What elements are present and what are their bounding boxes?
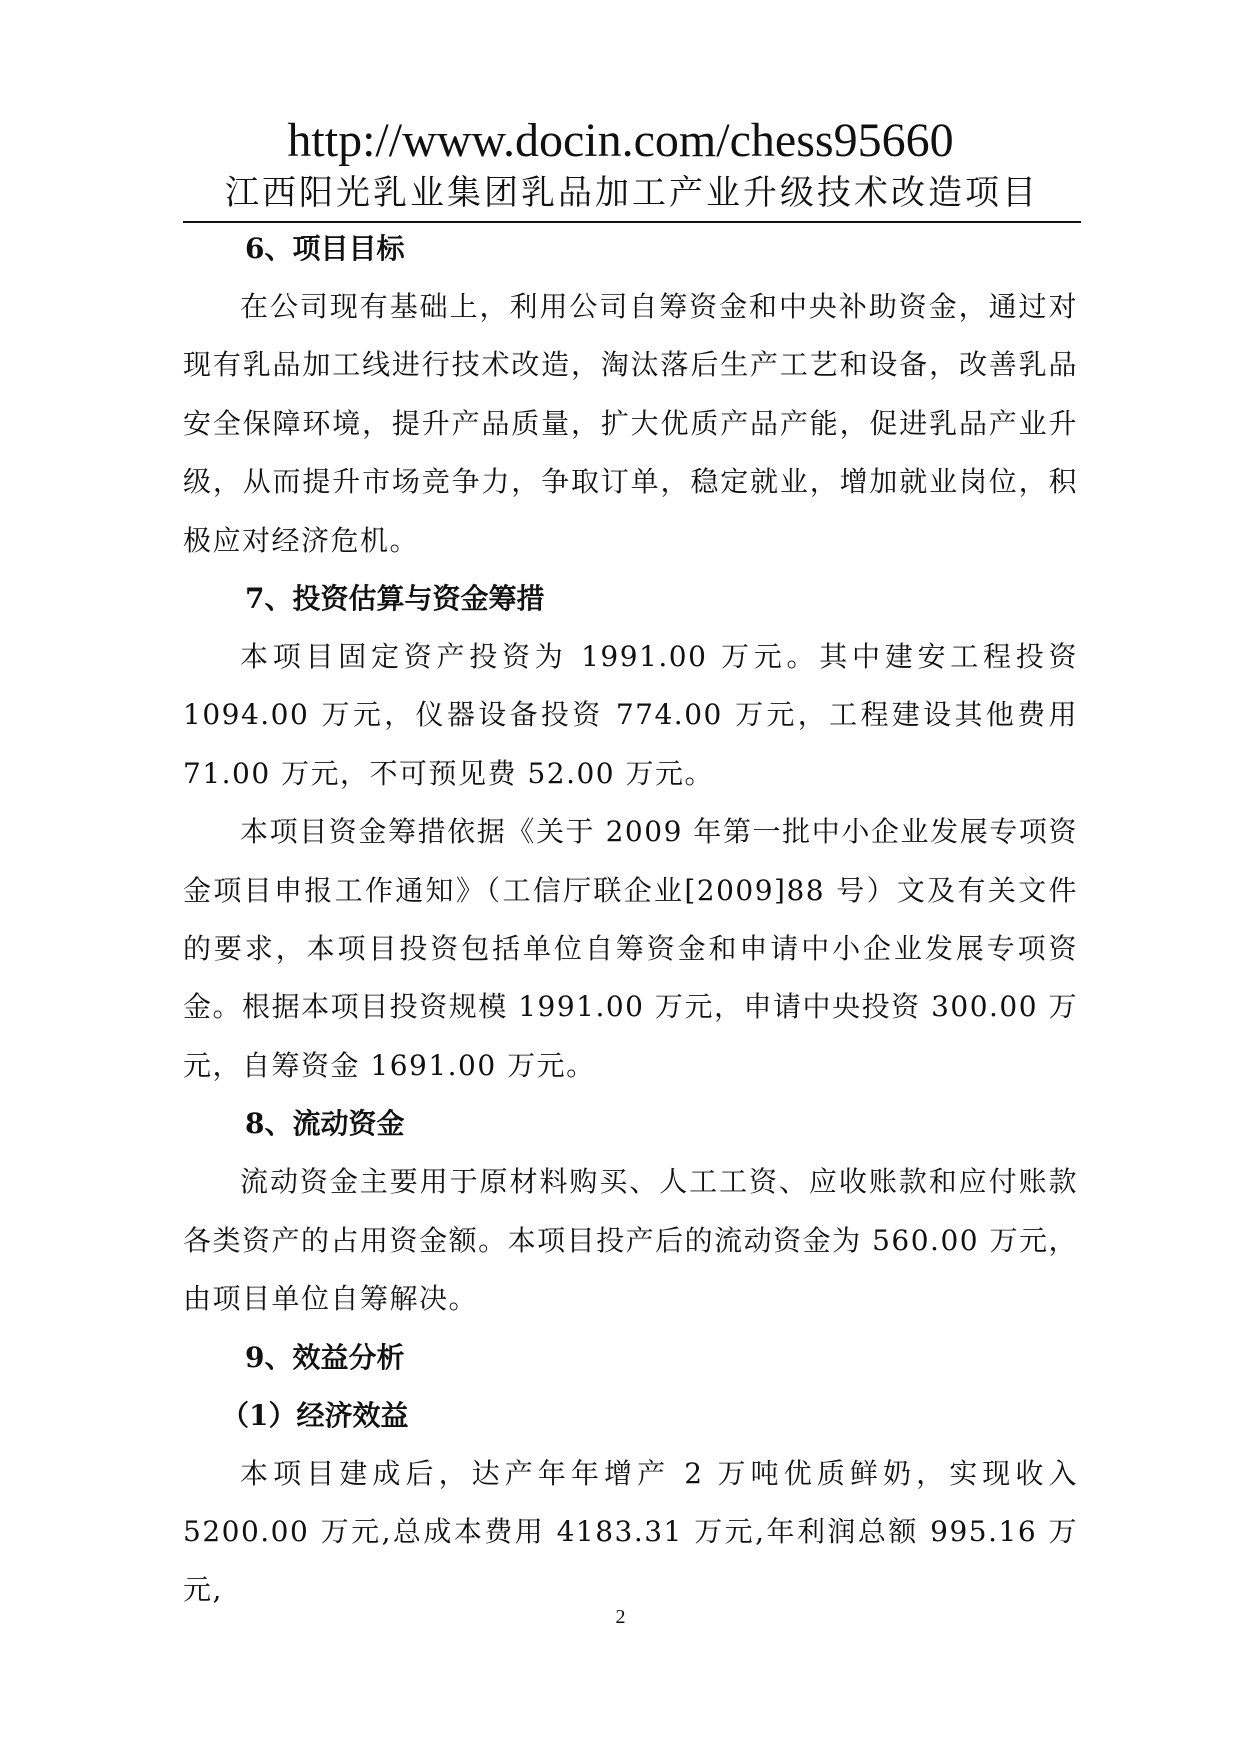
section-7-heading: 7、投资估算与资金筹措 (245, 582, 545, 616)
document-body (183, 220, 1078, 1620)
section-7-paragraph-2: 本项目资金筹措依据《关于 2009 年第一批中小企业发展专项资金项目申报工作通知》（工信厅联企业[2009]88 号）文及有关文件的要求，本项目投资包括单位自筹资金和申请中小企业发展专项资金。根据本项目投资规模 1991.00 万元，申请中央投资 300.00 万元，自筹资金 1691.00 万元。 (183, 815, 1078, 1082)
section-8-paragraph: 流动资金主要用于原材料购买、人工工资、应收账款和应付账款各类资产的占用资金额。本项目投产后的流动资金为 560.00 万元，由项目单位自筹解决。 (183, 1165, 1078, 1316)
section-8-heading: 8、流动资金 (245, 1107, 405, 1141)
section-7-paragraph-1: 本项目固定资产投资为 1991.00 万元。其中建安工程投资 1094.00 万元，仪器设备投资 774.00 万元，工程建设其他费用 71.00 万元，不可预见费 52.00 万元。 (183, 640, 1078, 790)
section-6-heading: 6、项目目标 (245, 232, 405, 265)
section-9-1-heading: （1）经济效益 (221, 1398, 409, 1432)
page-number: 2 (615, 1606, 626, 1628)
header-title: 江西阳光乳业集团乳品加工产业升级技术改造项目 (225, 173, 1039, 213)
section-9-paragraph: 本项目建成后，达产年年增产 2 万吨优质鲜奶，实现收入 5200.00 万元,总成本费用 4183.31 万元,年利润总额 995.16 万元, (183, 1456, 1078, 1607)
header-url: http://www.docin.com/chess95660 (287, 114, 954, 167)
section-9-heading: 9、效益分析 (245, 1340, 405, 1374)
section-6-paragraph: 在公司现有基础上，利用公司自筹资金和中央补助资金，通过对现有乳品加工线进行技术改造，淘汰落后生产工艺和设备，改善乳品安全保障环境，提升产品质量，扩大优质产品产能，促进乳品产业升级，从而提升市场竞争力，争取订单，稳定就业，增加就业岗位，积极应对经济危机。 (183, 290, 1078, 557)
